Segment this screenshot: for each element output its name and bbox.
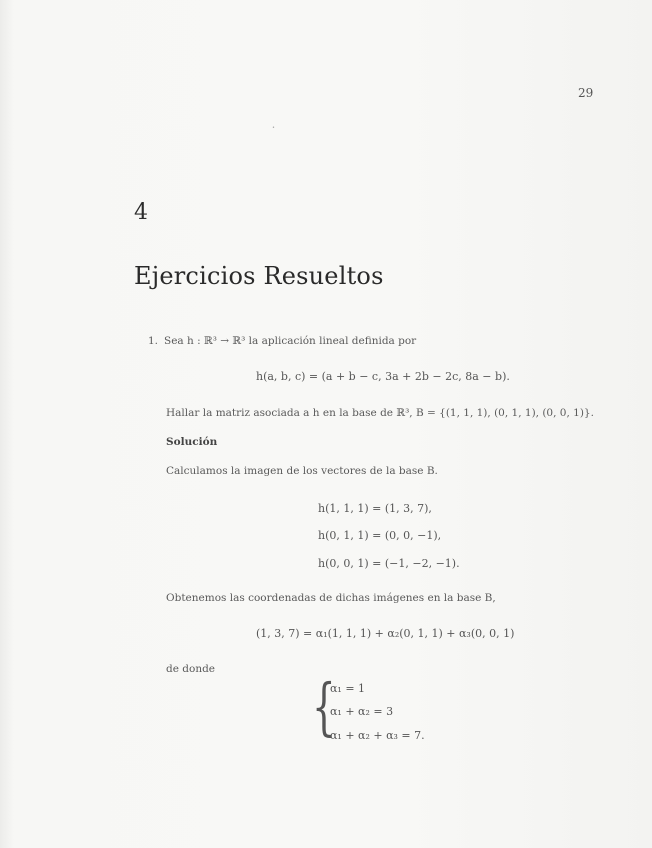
system-brace: {: [312, 670, 336, 743]
solution-calc-text: Calculamos la imagen de los vectores de la base B.: [166, 465, 438, 477]
coords-equation: (1, 3, 7) = α₁(1, 1, 1) + α₂(0, 1, 1) + α₃(0, 0, 1): [256, 627, 515, 640]
scan-speck: •: [272, 125, 275, 131]
from-text: de donde: [166, 663, 216, 675]
exercise-number: 1.: [148, 335, 159, 347]
solution-heading: Solución: [166, 436, 218, 448]
system-equation: α₁ + α₂ = 3: [330, 705, 394, 718]
chapter-number: 4: [134, 200, 148, 225]
exercise-statement: Sea h : ℝ³ → ℝ³ la aplicación lineal definida por: [164, 335, 417, 347]
coords-text: Obtenemos las coordenadas de dichas imágenes en la base B,: [166, 592, 496, 604]
image-equation: h(0, 0, 1) = (−1, −2, −1).: [318, 557, 460, 570]
system-equation: α₁ = 1: [330, 682, 366, 695]
image-equation: h(1, 1, 1) = (1, 3, 7),: [318, 502, 432, 515]
exercise-task: Hallar la matriz asociada a h en la base de ℝ³, B = {(1, 1, 1), (0, 1, 1), (0, 0, 1)}.: [166, 407, 594, 419]
map-definition: h(a, b, c) = (a + b − c, 3a + 2b − 2c, 8a − b).: [256, 370, 510, 383]
system-equation: α₁ + α₂ + α₃ = 7.: [330, 729, 425, 742]
page-number: 29: [578, 86, 594, 100]
image-equation: h(0, 1, 1) = (0, 0, −1),: [318, 529, 442, 542]
chapter-title: Ejercicios Resueltos: [134, 262, 384, 290]
